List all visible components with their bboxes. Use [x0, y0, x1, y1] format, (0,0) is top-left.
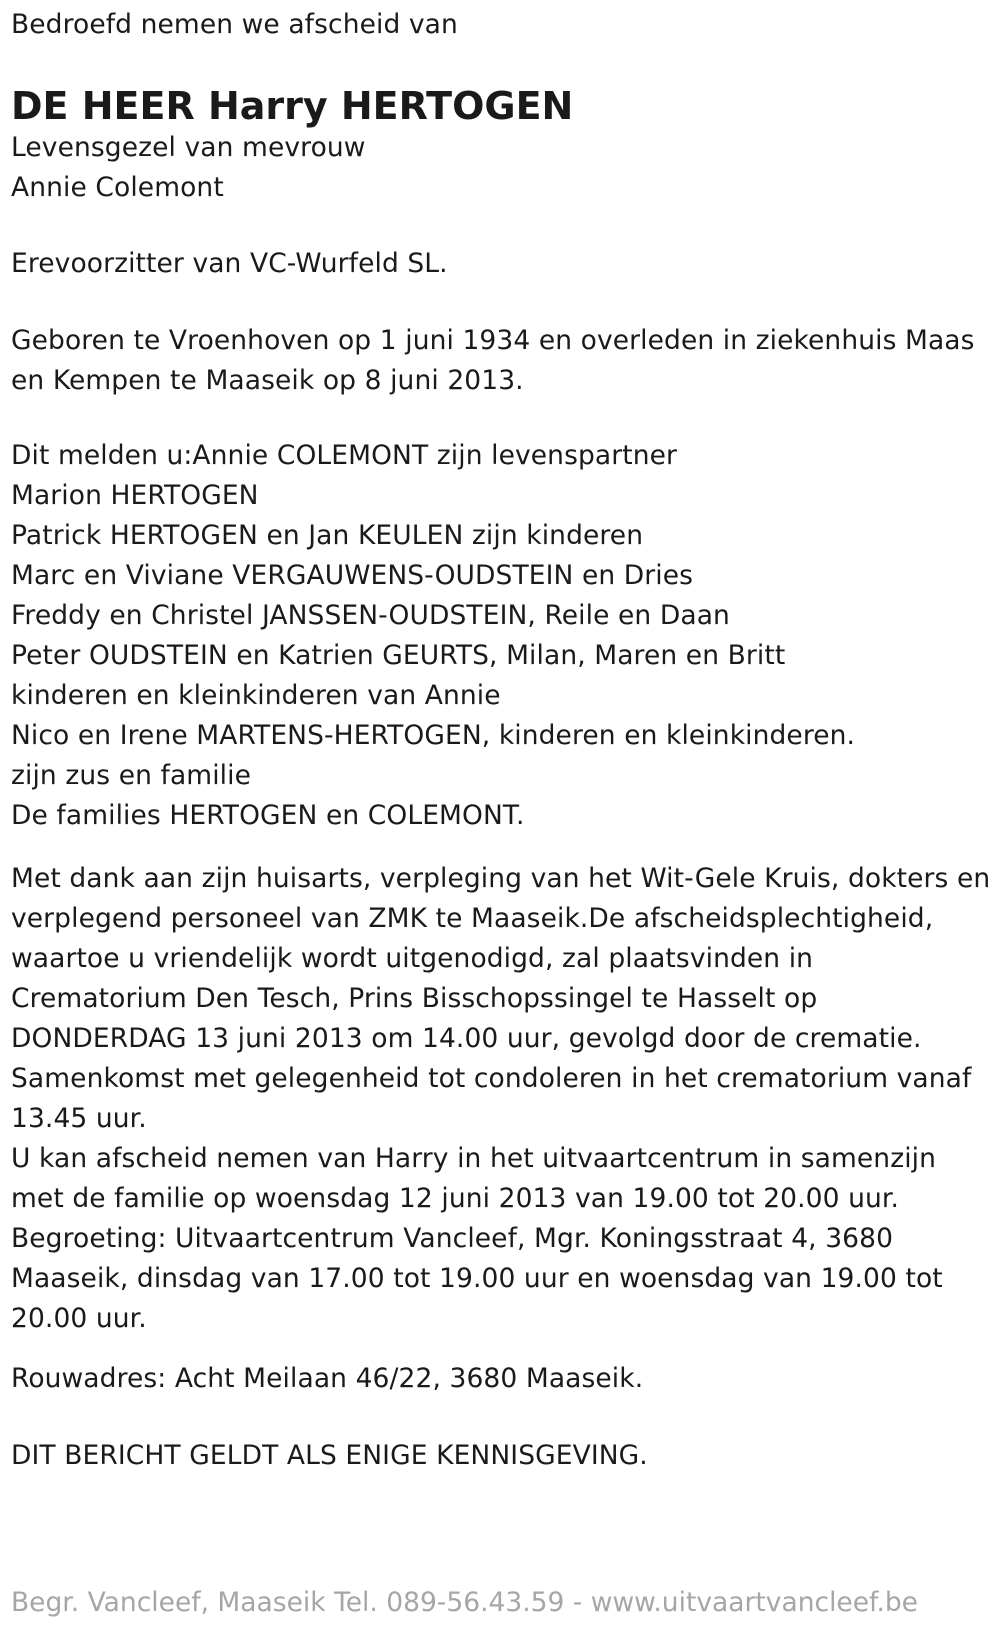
- ceremony-line: waartoe u vriendelijk wordt uitgenodigd, zal plaatsvinden in: [11, 943, 814, 974]
- family-line: Freddy en Christel JANSSEN-OUDSTEIN, Reile en Daan: [11, 600, 730, 631]
- ceremony-line: Maaseik, dinsdag van 17.00 tot 19.00 uur en woensdag van 19.00 tot: [11, 1263, 943, 1294]
- ceremony-line: Samenkomst met gelegenheid tot condoleren in het crematorium vanaf: [11, 1063, 972, 1094]
- family-line: zijn zus en familie: [11, 760, 251, 791]
- ceremony-line: Begroeting: Uitvaartcentrum Vancleef, Mgr. Koningsstraat 4, 3680: [11, 1223, 894, 1254]
- birth-death-line: Geboren te Vroenhoven op 1 juni 1934 en overleden in ziekenhuis Maas: [11, 325, 975, 356]
- family-line: kinderen en kleinkinderen van Annie: [11, 680, 501, 711]
- family-line: Patrick HERTOGEN en Jan KEULEN zijn kinderen: [11, 520, 644, 551]
- partner-line: Annie Colemont: [11, 172, 224, 203]
- family-line: Dit melden u:Annie COLEMONT zijn levenspartner: [11, 440, 678, 471]
- family-line: Nico en Irene MARTENS-HERTOGEN, kinderen en kleinkinderen.: [11, 720, 856, 751]
- address-line: Rouwadres: Acht Meilaan 46/22, 3680 Maaseik.: [11, 1363, 644, 1394]
- birth-death-line: en Kempen te Maaseik op 8 juni 2013.: [11, 365, 524, 396]
- ceremony-line: Crematorium Den Tesch, Prins Bisschopssingel te Hasselt op: [11, 983, 818, 1014]
- footer-contact: Begr. Vancleef, Maaseik Tel. 089-56.43.59 - www.uitvaartvancleef.be: [11, 1587, 918, 1618]
- family-line: Marc en Viviane VERGAUWENS-OUDSTEIN en Dries: [11, 560, 694, 591]
- notice-section: [11, 1436, 648, 1476]
- birth-death-section: [11, 321, 975, 401]
- ceremony-line: met de familie op woensdag 12 juni 2013 van 19.00 tot 20.00 uur.: [11, 1183, 899, 1214]
- ceremony-line: DONDERDAG 13 juni 2013 om 14.00 uur, gevolgd door de crematie.: [11, 1023, 922, 1054]
- family-line: Marion HERTOGEN: [11, 480, 259, 511]
- address-section: [11, 1359, 643, 1399]
- family-section: [11, 436, 855, 836]
- ceremony-line: U kan afscheid nemen van Harry in het uitvaartcentrum in samenzijn: [11, 1143, 937, 1174]
- family-line: De families HERTOGEN en COLEMONT.: [11, 800, 525, 831]
- ceremony-line: Met dank aan zijn huisarts, verpleging van het Wit-Gele Kruis, dokters en: [11, 863, 991, 894]
- ceremony-line: verplegend personeel van ZMK te Maaseik.De afscheidsplechtigheid,: [11, 903, 934, 934]
- honorary-line: Erevoorzitter van VC-Wurfeld SL.: [11, 248, 448, 279]
- family-line: Peter OUDSTEIN en Katrien GEURTS, Milan, Maren en Britt: [11, 640, 786, 671]
- notice-line: DIT BERICHT GELDT ALS ENIGE KENNISGEVING.: [11, 1440, 648, 1471]
- ceremony-line: 13.45 uur.: [11, 1103, 147, 1134]
- partner-section: [11, 128, 366, 208]
- ceremony-section: [11, 859, 990, 1339]
- intro-text: Bedroefd nemen we afscheid van: [11, 9, 458, 40]
- partner-line: Levensgezel van mevrouw: [11, 132, 366, 163]
- honorary-section: [11, 244, 448, 284]
- deceased-name: DE HEER Harry HERTOGEN: [11, 84, 574, 128]
- ceremony-line: 20.00 uur.: [11, 1303, 147, 1334]
